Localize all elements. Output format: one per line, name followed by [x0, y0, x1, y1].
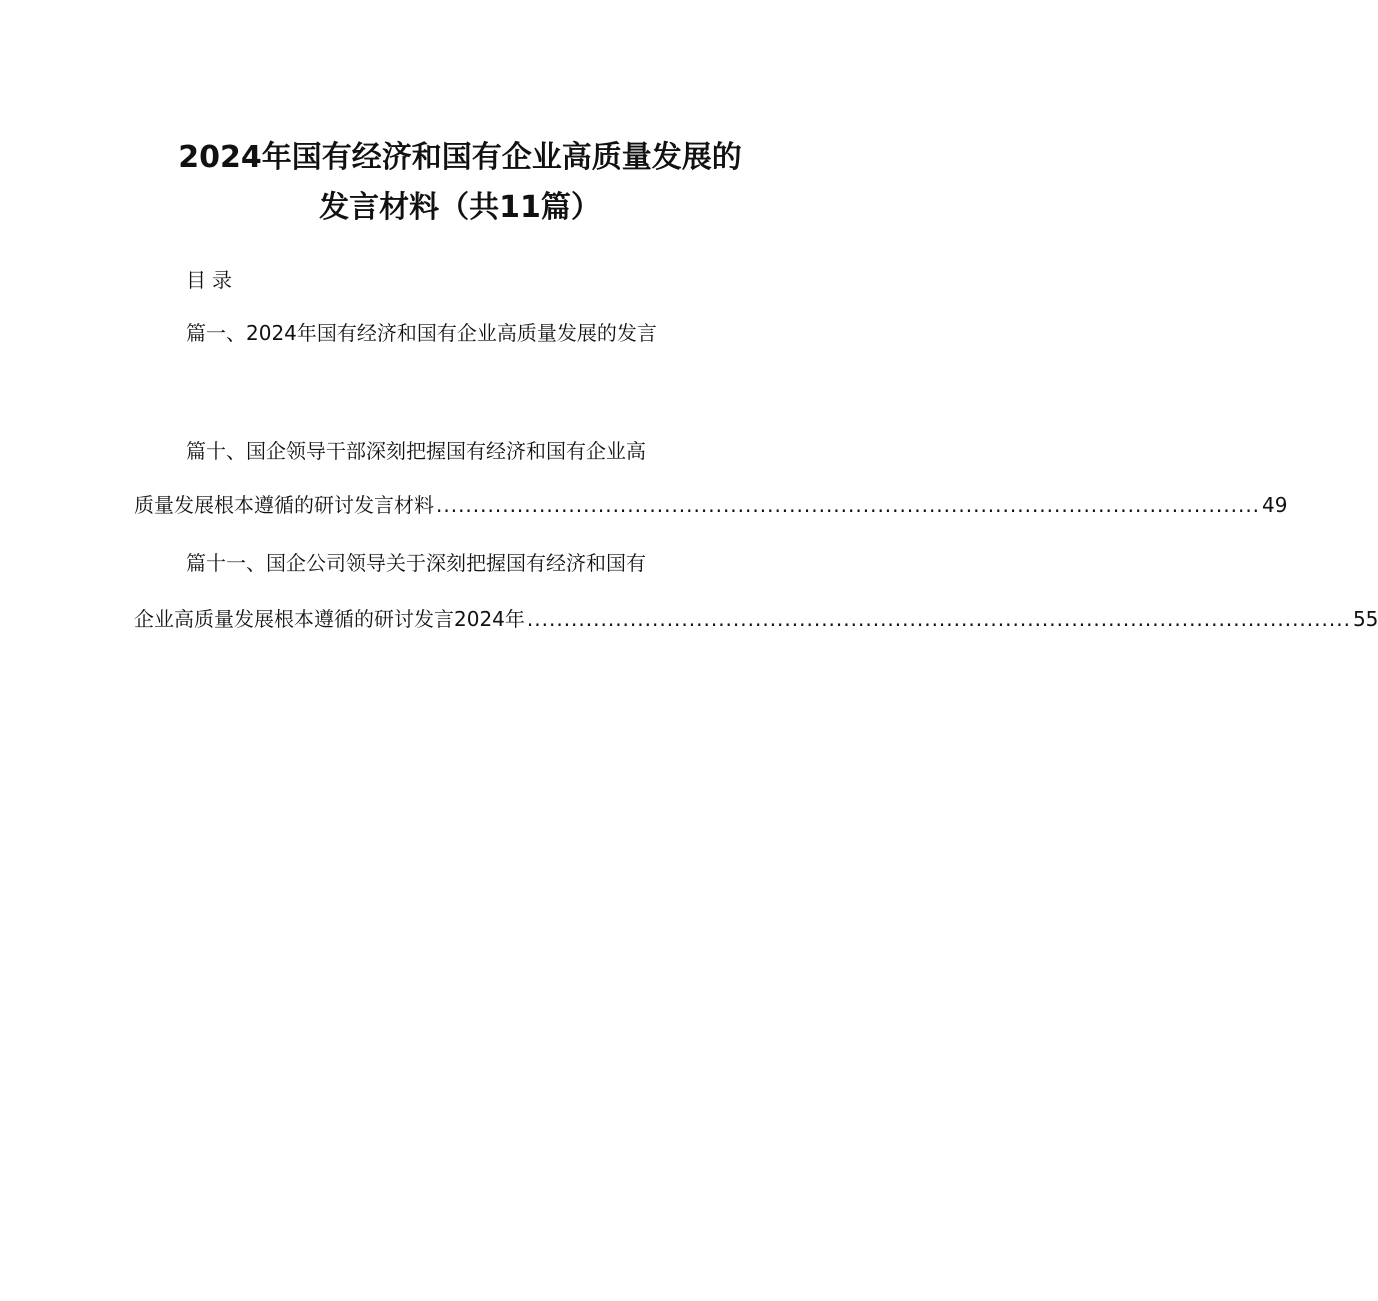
toc-entry-11-page: 55: [1352, 607, 1378, 631]
toc-heading: 目录: [186, 268, 238, 292]
dot-leader: ................................................................................................................: [436, 493, 1261, 517]
toc-entry-10-line-2[interactable]: [134, 490, 1288, 520]
toc-entry-1[interactable]: 篇一、2024年国有经济和国有企业高质量发展的发言: [186, 321, 657, 345]
toc-entry-11-text: 企业高质量发展根本遵循的研讨发言2024年: [134, 607, 525, 631]
document-title-line-1: 2024年国有经济和国有企业高质量发展的: [178, 140, 742, 175]
toc-entry-11-line-1[interactable]: 篇十一、国企公司领导关于深刻把握国有经济和国有: [186, 551, 646, 575]
toc-entry-10-page: 49: [1262, 493, 1288, 517]
toc-entry-11-line-2[interactable]: [134, 604, 1378, 634]
dot-leader: ................................................................................................................: [526, 607, 1351, 631]
document-title-line-2: 发言材料（共11篇）: [319, 190, 601, 225]
toc-entry-10-line-1[interactable]: 篇十、国企领导干部深刻把握国有经济和国有企业高: [186, 439, 646, 463]
toc-entry-10-text: 质量发展根本遵循的研讨发言材料: [134, 493, 434, 517]
